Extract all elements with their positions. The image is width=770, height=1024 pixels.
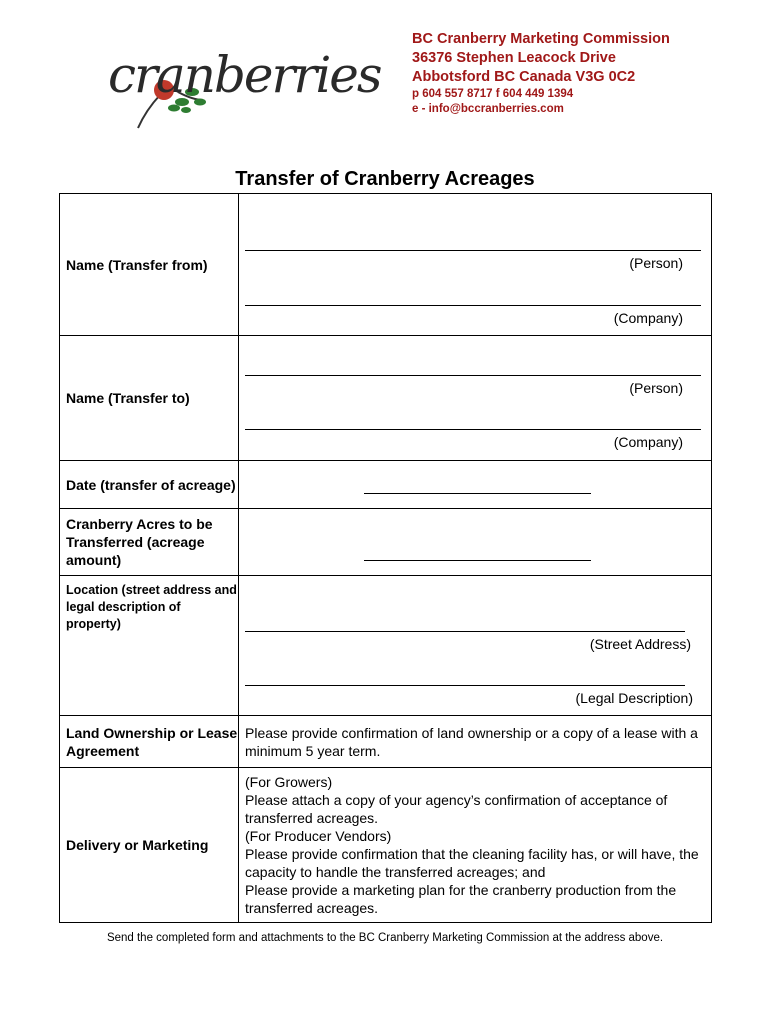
field-acres[interactable]	[239, 509, 712, 576]
field-date[interactable]	[239, 461, 712, 509]
company-line[interactable]	[245, 305, 701, 306]
growers-text: Please attach a copy of your agency’s confirmation of acceptance of transferred acreages.	[245, 792, 668, 826]
street-address-caption: (Street Address)	[589, 636, 691, 652]
row-delivery-marketing	[60, 768, 712, 923]
row-land-ownership	[60, 716, 712, 768]
row-date	[60, 461, 712, 509]
label-transfer-from: Name (Transfer from)	[60, 194, 239, 336]
page-title: Transfer of Cranberry Acreages	[235, 168, 535, 190]
field-transfer-from[interactable]	[239, 194, 712, 336]
logo-wordmark: cranberries	[108, 46, 381, 104]
company-line[interactable]	[245, 429, 701, 430]
person-caption: (Person)	[629, 380, 683, 396]
field-delivery-marketing	[239, 768, 712, 923]
person-caption: (Person)	[629, 255, 683, 271]
field-land-ownership	[239, 716, 712, 768]
person-line[interactable]	[245, 375, 701, 376]
field-transfer-to[interactable]	[239, 336, 712, 461]
label-date: Date (transfer of acreage)	[60, 461, 239, 509]
land-ownership-text: Please provide confirmation of land ownership or a copy of a lease with a minimum 5 year term.	[245, 724, 698, 759]
growers-heading: (For Growers)	[245, 774, 333, 790]
company-caption: (Company)	[613, 434, 683, 450]
row-acres	[60, 509, 712, 576]
person-line[interactable]	[245, 250, 701, 251]
label-transfer-to: Name (Transfer to)	[60, 336, 239, 461]
row-location	[60, 576, 712, 716]
label-delivery-marketing: Delivery or Marketing	[60, 768, 239, 923]
row-transfer-from	[60, 194, 712, 336]
org-name: BC Cranberry Marketing Commission	[412, 31, 670, 47]
street-address: 36376 Stephen Leacock Drive	[412, 50, 616, 66]
acres-line[interactable]	[364, 560, 591, 561]
date-line[interactable]	[364, 493, 591, 494]
producer-vendors-heading: (For Producer Vendors)	[245, 828, 392, 844]
street-address-line[interactable]	[245, 631, 685, 632]
phone-fax: p 604 557 8717 f 604 449 1394	[412, 88, 574, 100]
cleaning-facility-text: Please provide confirmation that the cleaning facility has, or will have, the capacity to handle the transferred acreages; and	[245, 846, 699, 880]
field-location[interactable]	[239, 576, 712, 716]
label-acres: Cranberry Acres to be Transferred (acreage amount)	[60, 509, 239, 576]
footer-instructions: Send the completed form and attachments to the BC Cranberry Marketing Commission at the address above.	[106, 932, 664, 944]
label-location: Location (street address and legal description of property)	[60, 576, 239, 716]
company-caption: (Company)	[613, 310, 683, 326]
cranberries-logo	[108, 40, 381, 132]
legal-description-line[interactable]	[245, 685, 685, 686]
label-land-ownership: Land Ownership or Lease Agreement	[60, 716, 239, 768]
marketing-plan-text: Please provide a marketing plan for the cranberry production from the transferred acreages.	[245, 882, 677, 916]
row-transfer-to	[60, 336, 712, 461]
city-address: Abbotsford BC Canada V3G 0C2	[412, 69, 636, 85]
address-block	[412, 30, 670, 117]
transfer-form-table	[59, 193, 712, 923]
legal-description-caption: (Legal Description)	[575, 690, 693, 706]
email-address: e - info@bccranberries.com	[412, 103, 564, 115]
